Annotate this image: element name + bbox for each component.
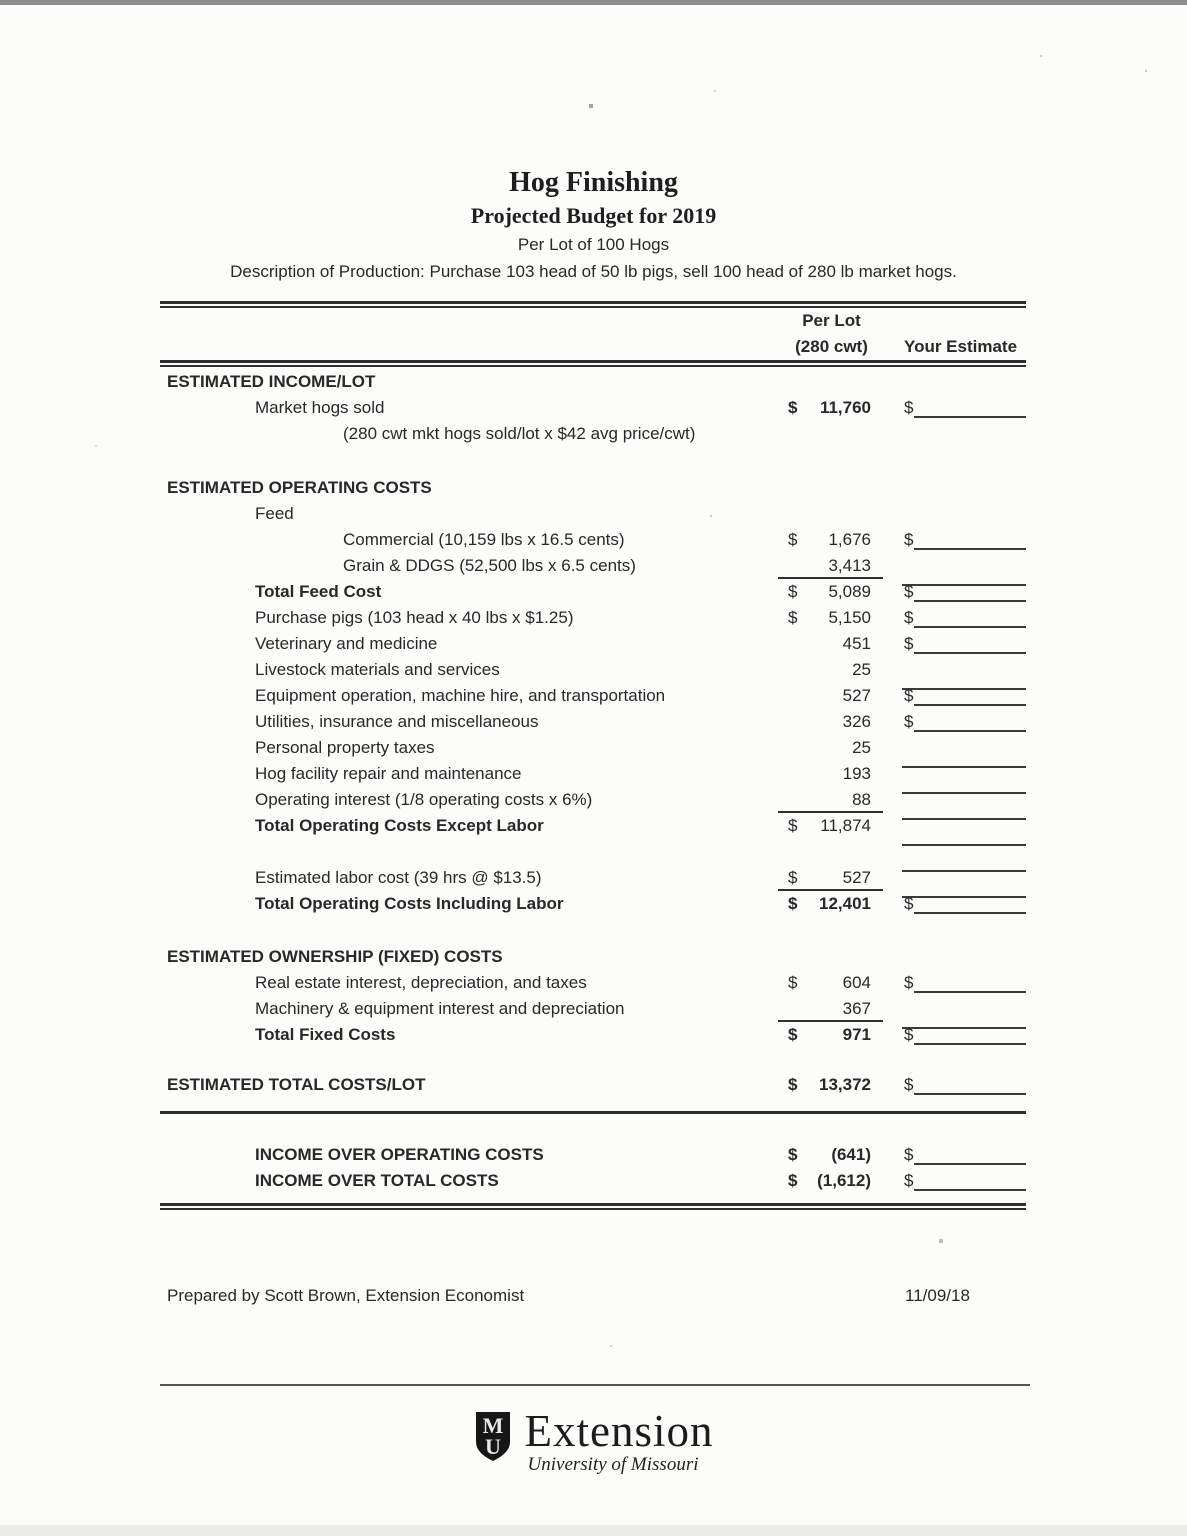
your-estimate-cell	[904, 683, 1026, 709]
per-lot-value: 326	[842, 712, 871, 731]
row-label: Machinery & equipment interest and depreciation	[255, 999, 625, 1018]
per-lot-cell	[780, 657, 883, 683]
your-estimate-cell	[904, 1142, 1026, 1168]
section-header-row	[160, 475, 1026, 501]
estimate-blank-line	[914, 891, 1026, 914]
currency-symbol	[780, 683, 810, 709]
per-lot-cell	[780, 421, 883, 447]
per-lot-header-line1: Per Lot	[802, 311, 861, 330]
row-label: Equipment operation, machine hire, and transportation	[255, 686, 666, 705]
table-row	[160, 761, 1026, 787]
table-row	[160, 553, 1026, 579]
per-lot-cell	[780, 1022, 883, 1048]
your-estimate-cell	[904, 944, 1026, 970]
currency-symbol: $	[904, 973, 914, 992]
your-estimate-cell	[904, 761, 1026, 787]
scan-edge-bottom	[0, 1525, 1187, 1536]
per-lot-value: 527	[842, 868, 871, 887]
spacer	[160, 447, 1026, 475]
per-lot-cell	[780, 579, 883, 605]
your-estimate-cell	[904, 996, 1026, 1022]
per-lot-value: 1,676	[828, 530, 871, 549]
per-lot-cell	[780, 970, 883, 996]
currency-symbol: $	[788, 973, 798, 992]
estimate-blank-line	[914, 1022, 1026, 1045]
per-lot-cell	[780, 475, 883, 501]
row-label: ESTIMATED OWNERSHIP (FIXED) COSTS	[167, 947, 503, 966]
per-lot-value: 971	[842, 1025, 871, 1044]
row-label: Feed	[255, 504, 294, 523]
table-row	[160, 605, 1026, 631]
per-lot-cell	[780, 501, 883, 527]
currency-symbol	[780, 709, 810, 735]
currency-symbol: $	[788, 608, 798, 627]
your-estimate-cell	[904, 709, 1026, 735]
per-lot-value: 5,150	[828, 608, 871, 627]
currency-symbol	[780, 369, 810, 395]
table-row	[160, 527, 1026, 553]
table-row	[160, 709, 1026, 735]
row-label: Livestock materials and services	[255, 660, 500, 679]
estimate-blank-line	[914, 709, 1026, 732]
page-subtitle: Projected Budget for 2019	[470, 203, 717, 228]
per-lot-value	[810, 369, 883, 395]
row-label: (280 cwt mkt hogs sold/lot x $42 avg price/cwt)	[343, 424, 696, 443]
your-estimate-cell	[904, 865, 1026, 891]
row-label: INCOME OVER OPERATING COSTS	[255, 1145, 544, 1164]
per-lot-value: (641)	[831, 1145, 871, 1164]
estimate-blank-line	[914, 970, 1026, 993]
per-lot-value: (1,612)	[817, 1171, 871, 1190]
mu-shield-icon	[474, 1412, 512, 1462]
per-lot-cell	[780, 553, 883, 579]
currency-symbol: $	[788, 894, 798, 913]
per-lot-cell	[780, 735, 883, 761]
currency-symbol: $	[904, 1025, 914, 1044]
per-lot-value: 527	[842, 686, 871, 705]
row-label: Real estate interest, depreciation, and taxes	[255, 973, 587, 992]
per-lot-cell	[780, 395, 883, 421]
per-lot-cell	[780, 631, 883, 657]
table-row	[160, 970, 1026, 996]
per-lot-value: 367	[842, 999, 871, 1018]
per-lot-value: 3,413	[828, 556, 871, 575]
budget-table	[160, 301, 1026, 1210]
header-spacer	[160, 334, 780, 360]
your-estimate-cell	[904, 1022, 1026, 1048]
per-lot-value: 604	[842, 973, 871, 992]
currency-symbol	[780, 944, 810, 970]
your-estimate-cell	[904, 395, 1026, 421]
page-title: Hog Finishing	[509, 167, 678, 198]
currency-symbol	[780, 631, 810, 657]
unit-line: Per Lot of 100 Hogs	[517, 235, 670, 254]
currency-symbol: $	[788, 816, 798, 835]
estimate-blank-line	[914, 1142, 1026, 1165]
currency-symbol: $	[788, 868, 798, 887]
your-estimate-cell	[904, 605, 1026, 631]
currency-symbol: $	[788, 582, 798, 601]
row-label: Commercial (10,159 lbs x 16.5 cents)	[343, 530, 625, 549]
document-header	[0, 168, 1187, 282]
your-estimate-cell	[904, 813, 1026, 839]
your-estimate-cell	[904, 657, 1026, 683]
per-lot-header-line2: (280 cwt)	[795, 337, 868, 356]
per-lot-cell	[780, 683, 883, 709]
estimate-blank-line	[914, 579, 1026, 602]
currency-symbol: $	[904, 1171, 914, 1190]
table-header-row-1	[160, 308, 1026, 334]
currency-symbol: $	[904, 608, 914, 627]
per-lot-cell	[780, 527, 883, 553]
estimate-blank-line	[914, 683, 1026, 706]
currency-symbol: $	[904, 894, 914, 913]
currency-symbol: $	[904, 712, 914, 731]
row-label: ESTIMATED TOTAL COSTS/LOT	[167, 1075, 426, 1094]
per-lot-cell	[780, 369, 883, 395]
table-header-rule	[160, 360, 1026, 367]
logo-name: Extension	[524, 1406, 714, 1456]
row-label: Utilities, insurance and miscellaneous	[255, 712, 539, 731]
per-lot-value	[810, 475, 883, 501]
spacer	[160, 1114, 1026, 1142]
shield-letter-m: M	[482, 1413, 503, 1438]
per-lot-value: 25	[852, 738, 871, 757]
estimate-blank-line	[914, 527, 1026, 550]
table-top-rule	[160, 301, 1026, 308]
row-label: Veterinary and medicine	[255, 634, 438, 653]
shield-letter-u: U	[484, 1434, 501, 1459]
currency-symbol	[780, 657, 810, 683]
table-row	[160, 421, 1026, 447]
row-label: Estimated labor cost (39 hrs @ $13.5)	[255, 868, 542, 887]
table-row	[160, 501, 1026, 527]
per-lot-cell	[780, 709, 883, 735]
currency-symbol: $	[788, 398, 798, 417]
your-estimate-cell	[904, 787, 1026, 813]
table-row	[160, 395, 1026, 421]
table-row	[160, 631, 1026, 657]
per-lot-cell	[780, 1072, 883, 1098]
your-estimate-cell	[904, 527, 1026, 553]
estimate-header-spacer	[904, 308, 1026, 334]
currency-symbol: $	[904, 634, 914, 653]
table-row	[160, 1142, 1026, 1168]
per-lot-value	[810, 421, 883, 447]
production-description: Description of Production: Purchase 103 head of 50 lb pigs, sell 100 head of 280 lb market hogs.	[230, 262, 957, 281]
footer-rule	[160, 1384, 1030, 1386]
currency-symbol: $	[904, 1145, 914, 1164]
currency-symbol: $	[904, 686, 914, 705]
horizontal-rule-double	[160, 1203, 1026, 1210]
estimate-blank-line	[914, 605, 1026, 628]
currency-symbol: $	[788, 1075, 798, 1094]
currency-symbol: $	[904, 530, 914, 549]
per-lot-cell	[780, 605, 883, 631]
your-estimate-cell	[904, 1072, 1026, 1098]
prepared-by-text: Prepared by Scott Brown, Extension Economist	[167, 1286, 525, 1305]
table-row	[160, 996, 1026, 1022]
currency-symbol: $	[904, 1075, 914, 1094]
currency-symbol: $	[788, 1025, 798, 1044]
estimate-blank-line	[914, 1168, 1026, 1191]
your-estimate-cell	[904, 735, 1026, 761]
per-lot-cell	[780, 865, 883, 891]
per-lot-value	[810, 839, 883, 865]
per-lot-value: 12,401	[819, 894, 871, 913]
row-label: Total Operating Costs Except Labor	[255, 816, 544, 835]
row-label: Hog facility repair and maintenance	[255, 764, 522, 783]
table-row	[160, 839, 1026, 865]
per-lot-cell	[780, 787, 883, 813]
row-label: INCOME OVER TOTAL COSTS	[255, 1171, 499, 1190]
table-row	[160, 891, 1026, 917]
per-lot-cell	[780, 1168, 883, 1194]
scan-noise	[0, 0, 2, 2]
currency-symbol: $	[904, 582, 914, 601]
your-estimate-cell	[904, 553, 1026, 579]
row-label: Grain & DDGS (52,500 lbs x 6.5 cents)	[343, 556, 636, 575]
row-label: Total Feed Cost	[255, 582, 382, 601]
estimate-blank-line	[914, 1072, 1026, 1095]
logo-institution: University of Missouri	[527, 1454, 699, 1475]
currency-symbol	[780, 761, 810, 787]
table-row	[160, 813, 1026, 839]
row-label: Market hogs sold	[255, 398, 385, 417]
per-lot-value: 193	[842, 764, 871, 783]
your-estimate-header: Your Estimate	[904, 337, 1018, 356]
row-label: ESTIMATED OPERATING COSTS	[167, 478, 432, 497]
row-label: Operating interest (1/8 operating costs x 6%)	[255, 790, 593, 809]
per-lot-value	[810, 501, 883, 527]
per-lot-cell	[780, 813, 883, 839]
table-row	[160, 865, 1026, 891]
logo-text	[525, 1408, 714, 1475]
your-estimate-cell	[904, 1168, 1026, 1194]
table-row	[160, 1022, 1026, 1048]
currency-symbol	[780, 839, 810, 865]
per-lot-cell	[780, 761, 883, 787]
currency-symbol: $	[788, 530, 798, 549]
row-label: Purchase pigs (103 head x 40 lbs x $1.25)	[255, 608, 574, 627]
currency-symbol: $	[788, 1171, 798, 1190]
table-row	[160, 657, 1026, 683]
section-header-row	[160, 369, 1026, 395]
per-lot-value: 11,874	[820, 816, 871, 835]
your-estimate-cell	[904, 970, 1026, 996]
currency-symbol	[780, 735, 810, 761]
per-lot-value: 13,372	[819, 1075, 871, 1094]
estimate-blank-line	[914, 395, 1026, 418]
your-estimate-cell	[904, 839, 1026, 865]
estimate-blank-line	[914, 631, 1026, 654]
row-label: Personal property taxes	[255, 738, 435, 757]
budget-rows	[160, 369, 1026, 1210]
your-estimate-cell	[904, 421, 1026, 447]
university-extension-logo	[474, 1408, 714, 1475]
table-row	[160, 1168, 1026, 1194]
row-label: ESTIMATED INCOME/LOT	[167, 372, 376, 391]
currency-symbol	[780, 475, 810, 501]
per-lot-value	[810, 944, 883, 970]
per-lot-value: 25	[852, 660, 871, 679]
your-estimate-cell	[904, 501, 1026, 527]
spacer	[160, 1048, 1026, 1072]
table-row	[160, 683, 1026, 709]
per-lot-cell	[780, 891, 883, 917]
document-date: 11/09/18	[905, 1286, 970, 1305]
per-lot-value: 88	[852, 790, 871, 809]
row-label: Total Fixed Costs	[255, 1025, 396, 1044]
scan-edge-top	[0, 0, 1187, 5]
per-lot-cell	[780, 839, 883, 865]
your-estimate-cell	[904, 475, 1026, 501]
currency-symbol	[780, 421, 810, 447]
section-header-row	[160, 944, 1026, 970]
per-lot-value: 5,089	[828, 582, 871, 601]
table-row	[160, 1072, 1026, 1098]
header-spacer	[160, 308, 780, 334]
your-estimate-cell	[904, 891, 1026, 917]
your-estimate-cell	[904, 631, 1026, 657]
table-row	[160, 579, 1026, 605]
row-label	[160, 839, 780, 865]
table-row	[160, 787, 1026, 813]
your-estimate-cell	[904, 579, 1026, 605]
currency-symbol: $	[788, 1145, 798, 1164]
table-header-row-2	[160, 334, 1026, 360]
currency-symbol: $	[904, 398, 914, 417]
currency-symbol	[780, 553, 810, 579]
row-label: Total Operating Costs Including Labor	[255, 894, 564, 913]
currency-symbol	[780, 787, 810, 813]
spacer	[160, 917, 1026, 944]
per-lot-cell	[780, 996, 883, 1022]
per-lot-cell	[780, 944, 883, 970]
per-lot-cell	[780, 1142, 883, 1168]
currency-symbol	[780, 501, 810, 527]
currency-symbol	[780, 996, 810, 1022]
table-row	[160, 735, 1026, 761]
per-lot-value: 451	[842, 634, 871, 653]
your-estimate-cell	[904, 369, 1026, 395]
per-lot-value: 11,760	[819, 398, 871, 417]
